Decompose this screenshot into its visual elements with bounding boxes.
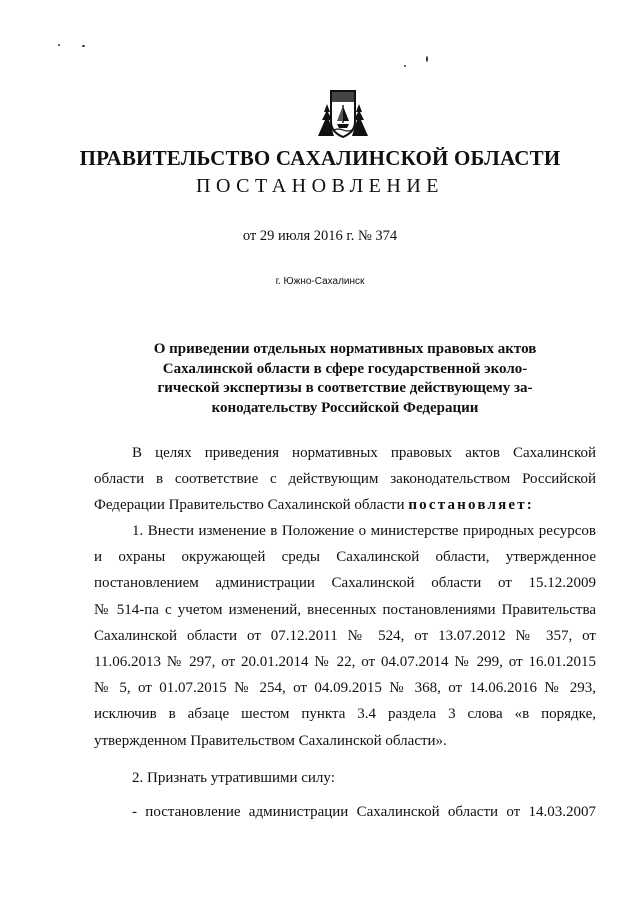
text-line: В целях приведения нормативных правовых актов Сахалинской (132, 445, 596, 461)
subject-line: Сахалинской области в сфере государственной эколо- (162, 360, 528, 377)
subject-line: гической экспертизы в соответствие действующему за- (157, 380, 533, 396)
document-type: ПОСТАНОВЛЕНИЕ (196, 175, 444, 197)
text-line: 2. Признать утратившими силу: (132, 770, 335, 786)
text-line: - постановление администрации Сахалинской области от 14.03.2007 (132, 804, 596, 820)
scan-speck (82, 45, 85, 47)
text-line: и охраны окружающей среды Сахалинской области, утвержденное (94, 549, 596, 566)
text-line: № 5, от 01.07.2015 № 254, от 04.09.2015 № 368, от 14.06.2016 № 293, (94, 680, 596, 697)
subject-line: О приведении отдельных нормативных правовых актов (153, 341, 537, 357)
scan-speck (58, 44, 60, 46)
text-line: утвержденном Правительством Сахалинской области». (94, 732, 447, 749)
text-line: 11.06.2013 № 297, от 20.01.2014 № 22, от 04.07.2014 № 299, от 16.01.2015 (94, 654, 596, 671)
scan-speck (404, 65, 406, 67)
sakhalin-coat-of-arms-icon (316, 88, 370, 140)
item-2-subitem (94, 799, 596, 825)
text-line: № 514-па с учетом изменений, внесенных постановлениями Правительства (94, 601, 596, 618)
resolution-keyword: постановляет: (408, 497, 535, 514)
text-line: области в соответствие с действующим законодательством Российской (94, 471, 596, 488)
document-date-number: от 29 июля 2016 г. № 374 (242, 228, 398, 244)
document-subject (150, 340, 540, 418)
subject-line: конодательству Российской Федерации (211, 399, 479, 416)
text-line: Сахалинской области от 07.12.2011 № 524, от 13.07.2012 № 357, от (94, 627, 596, 644)
government-title: ПРАВИТЕЛЬСТВО САХАЛИНСКОЙ ОБЛАСТИ (79, 146, 561, 170)
item-1-paragraph (94, 518, 596, 754)
text-run: Федерации Правительство Сахалинской области (94, 497, 405, 514)
text-line (94, 492, 596, 518)
item-2-paragraph (94, 765, 596, 791)
document-city: г. Южно-Сахалинск (275, 276, 365, 287)
text-line: 1. Внести изменение в Положение о министерстве природных ресурсов (132, 523, 596, 539)
text-line: постановлением администрации Сахалинской области от 15.12.2009 (94, 575, 596, 592)
text-line: исключив в абзаце шестом пункта 3.4 раздела 3 слова «в порядке, (94, 706, 596, 723)
preamble-paragraph (94, 440, 596, 519)
scan-speck (426, 56, 428, 62)
